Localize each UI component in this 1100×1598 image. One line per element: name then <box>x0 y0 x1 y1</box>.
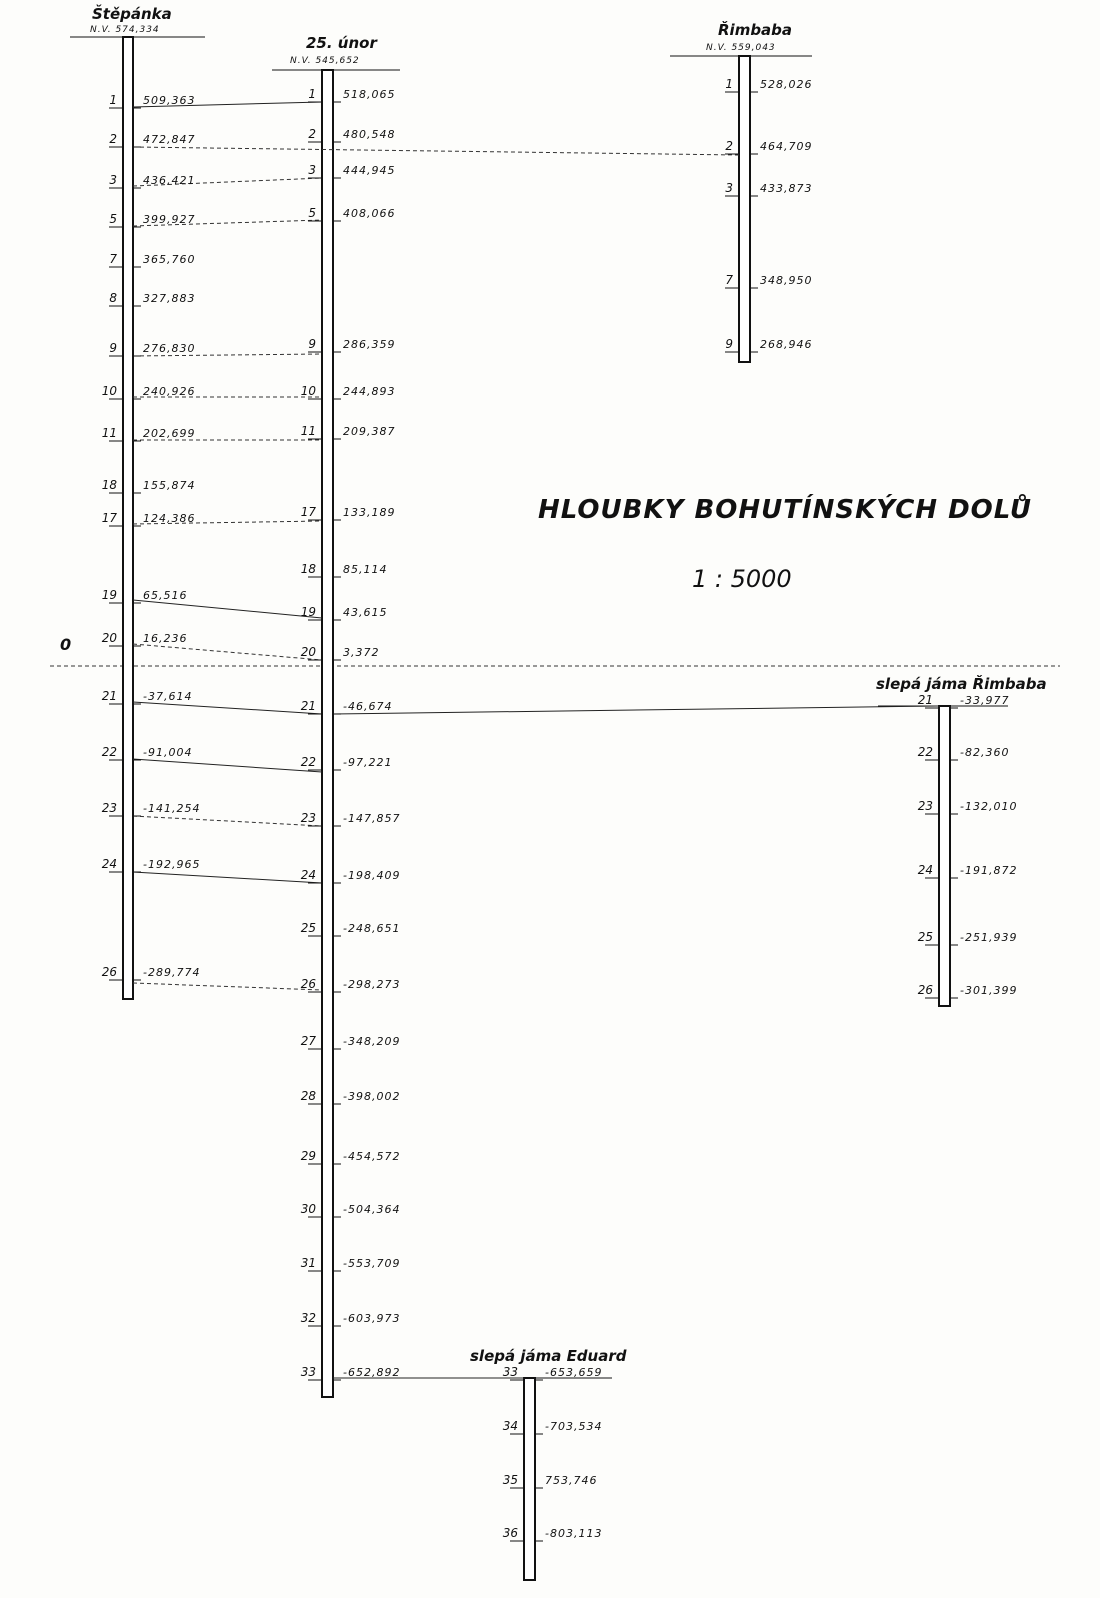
slepa-rimbaba-level-number: 24 <box>917 863 933 877</box>
unor-nv: N.V. 545,652 <box>290 56 360 66</box>
connector-level-19 <box>133 600 322 618</box>
25-unor-level-depth: -398,002 <box>343 1090 401 1103</box>
stepanka-level-depth: -192,965 <box>143 858 201 871</box>
25-unor-level-number: 5 <box>308 206 316 220</box>
stepanka-level-number: 1 <box>109 93 117 107</box>
stepanka-nv: N.V. 574,334 <box>90 25 160 35</box>
25-unor-level-depth: 43,615 <box>343 606 388 619</box>
stepanka-level-number: 19 <box>101 588 117 602</box>
slepa-rimbaba-level-depth: -82,360 <box>960 746 1010 759</box>
rimbaba-level-depth: 433,873 <box>760 182 813 195</box>
stepanka-level-number: 10 <box>101 384 117 398</box>
stepanka-name: Štěpánka <box>92 5 172 23</box>
rimbaba-shaft <box>739 56 750 362</box>
25-unor-level-depth: 444,945 <box>343 164 396 177</box>
stepanka-level-depth: 436,421 <box>143 174 196 187</box>
25-unor-level-depth: 133,189 <box>343 506 396 519</box>
rimbaba-nv: N.V. 559,043 <box>706 43 776 53</box>
level-connectors <box>133 102 939 1378</box>
slepa-eduard-level-depth: 753,746 <box>545 1474 598 1487</box>
stepanka-level-depth: 155,874 <box>143 479 196 492</box>
slepa-rimbaba-level-number: 25 <box>917 930 933 944</box>
slepa-rimbaba-shaft <box>939 706 950 1006</box>
slepa-rimbaba-name: slepá jáma Řimbaba <box>876 675 1047 693</box>
25-unor-level-depth: -652,892 <box>343 1366 401 1379</box>
connector-level-26 <box>133 983 322 990</box>
stepanka-level-depth: 472,847 <box>143 133 196 146</box>
25-unor-level-depth: -553,709 <box>343 1257 401 1270</box>
25-unor-level-depth: -97,221 <box>343 756 393 769</box>
slepa-rimbaba-level-depth: -251,939 <box>960 931 1018 944</box>
stepanka-level-depth: -37,614 <box>143 690 193 703</box>
rimbaba-level-depth: 268,946 <box>760 338 813 351</box>
slepa-rimbaba-level-number: 21 <box>917 693 933 707</box>
stepanka-level-number: 20 <box>101 631 117 645</box>
25-unor-level-depth: 244,893 <box>343 385 396 398</box>
25-unor-level-depth: -147,857 <box>343 812 401 825</box>
stepanka-level-number: 9 <box>109 341 117 355</box>
25-unor-level-number: 2 <box>308 127 316 141</box>
stepanka-level-depth: 276,830 <box>143 342 196 355</box>
25-unor-level-depth: -504,364 <box>343 1203 401 1216</box>
slepa-rimbaba-level-depth: -301,399 <box>960 984 1018 997</box>
stepanka-level-number: 17 <box>101 511 117 525</box>
slepa-eduard-level-number: 35 <box>502 1473 518 1487</box>
stepanka-level-depth: 124,386 <box>143 512 196 525</box>
rimbaba-level-number: 1 <box>725 77 733 91</box>
connector-level-2 <box>133 147 739 155</box>
connector-level-20 <box>133 644 322 660</box>
25-unor-level-depth: -454,572 <box>343 1150 401 1163</box>
slepa-eduard-level-depth: -803,113 <box>545 1527 603 1540</box>
stepanka-shaft <box>123 37 133 999</box>
25-unor-level-number: 11 <box>300 424 316 438</box>
rimbaba-level-depth: 464,709 <box>760 140 813 153</box>
25-unor-level-number: 3 <box>308 163 316 177</box>
25-unor-level-number: 19 <box>300 605 316 619</box>
stepanka-level-number: 22 <box>101 745 117 759</box>
25-unor-level-number: 32 <box>300 1311 316 1325</box>
slepa-eduard-level-number: 34 <box>502 1419 518 1433</box>
25-unor-level-number: 9 <box>308 337 316 351</box>
25-unor-level-number: 27 <box>300 1034 316 1048</box>
25-unor-level-number: 30 <box>300 1202 316 1216</box>
25-unor-level-number: 20 <box>300 645 316 659</box>
unor-shaft <box>322 70 333 1397</box>
stepanka-level-depth: 399,927 <box>143 213 196 226</box>
stepanka-level-number: 5 <box>109 212 117 226</box>
25-unor-level-depth: 518,065 <box>343 88 396 101</box>
stepanka-level-depth: -289,774 <box>143 966 201 979</box>
level-labels <box>102 77 1018 1541</box>
rimbaba-level-number: 3 <box>725 181 733 195</box>
25-unor-level-depth: -248,651 <box>343 922 401 935</box>
25-unor-level-number: 1 <box>308 87 316 101</box>
diagram-scale: 1 : 5000 <box>692 565 792 593</box>
connector-level-21-left <box>133 702 322 714</box>
stepanka-level-number: 21 <box>101 689 117 703</box>
slepa-rimbaba-level-depth: -132,010 <box>960 800 1018 813</box>
zero-label: 0 <box>60 635 72 654</box>
rimbaba-level-depth: 348,950 <box>760 274 813 287</box>
connector-level-24 <box>133 872 322 883</box>
25-unor-level-depth: -298,273 <box>343 978 401 991</box>
25-unor-level-depth: -198,409 <box>343 869 401 882</box>
25-unor-level-depth: -348,209 <box>343 1035 401 1048</box>
slepa-eduard-level-depth: -703,534 <box>545 1420 603 1433</box>
stepanka-level-number: 24 <box>101 857 117 871</box>
stepanka-level-number: 8 <box>109 291 117 305</box>
25-unor-level-number: 26 <box>300 977 316 991</box>
slepa-eduard-level-number: 36 <box>502 1526 518 1540</box>
slepa-rimbaba-level-number: 23 <box>917 799 933 813</box>
stepanka-level-number: 11 <box>101 426 117 440</box>
stepanka-level-number: 26 <box>101 965 117 979</box>
stepanka-level-number: 18 <box>101 478 117 492</box>
rimbaba-level-number: 9 <box>725 337 733 351</box>
stepanka-level-depth: 16,236 <box>143 632 188 645</box>
25-unor-level-number: 17 <box>300 505 316 519</box>
25-unor-level-number: 33 <box>300 1365 316 1379</box>
25-unor-level-depth: 85,114 <box>343 563 388 576</box>
rimbaba-name: Řimbaba <box>718 21 793 39</box>
stepanka-level-number: 3 <box>109 173 117 187</box>
25-unor-level-depth: 408,066 <box>343 207 396 220</box>
unor-name: 25. únor <box>306 34 377 52</box>
25-unor-level-number: 23 <box>300 811 316 825</box>
25-unor-level-number: 28 <box>300 1089 316 1103</box>
stepanka-level-depth: 365,760 <box>143 253 196 266</box>
slepa-eduard-level-number: 33 <box>502 1365 518 1379</box>
25-unor-level-depth: -603,973 <box>343 1312 401 1325</box>
stepanka-level-number: 7 <box>109 252 117 266</box>
stepanka-level-depth: 240,926 <box>143 385 196 398</box>
slepa-rimbaba-level-number: 26 <box>917 983 933 997</box>
25-unor-level-number: 10 <box>300 384 316 398</box>
25-unor-level-depth: 3,372 <box>343 646 380 659</box>
25-unor-level-number: 31 <box>300 1256 316 1270</box>
connector-level-21-right <box>333 706 939 714</box>
25-unor-level-depth: 286,359 <box>343 338 396 351</box>
stepanka-level-depth: 202,699 <box>143 427 196 440</box>
slepa-rimbaba-level-depth: -191,872 <box>960 864 1018 877</box>
25-unor-level-depth: -46,674 <box>343 700 393 713</box>
stepanka-level-depth: 509,363 <box>143 94 196 107</box>
slepa-rimbaba-level-depth: -33,977 <box>960 694 1010 707</box>
rimbaba-level-number: 2 <box>725 139 733 153</box>
diagram-title: HLOUBKY BOHUTÍNSKÝCH DOLŮ <box>538 495 1033 525</box>
25-unor-level-depth: 480,548 <box>343 128 396 141</box>
connector-level-22 <box>133 759 322 772</box>
rimbaba-level-number: 7 <box>725 273 733 287</box>
slepa-rimbaba-level-number: 22 <box>917 745 933 759</box>
stepanka-level-depth: -141,254 <box>143 802 201 815</box>
25-unor-level-number: 25 <box>300 921 316 935</box>
25-unor-level-number: 29 <box>300 1149 316 1163</box>
stepanka-level-depth: 327,883 <box>143 292 196 305</box>
connector-level-23 <box>133 816 322 826</box>
25-unor-level-number: 24 <box>300 868 316 882</box>
stepanka-level-depth: -91,004 <box>143 746 193 759</box>
25-unor-level-number: 18 <box>300 562 316 576</box>
25-unor-level-depth: 209,387 <box>343 425 396 438</box>
25-unor-level-number: 22 <box>300 755 316 769</box>
slepa-eduard-level-depth: -653,659 <box>545 1366 603 1379</box>
rimbaba-level-depth: 528,026 <box>760 78 813 91</box>
slepa-eduard-shaft <box>524 1378 535 1580</box>
slepa-eduard-name: slepá jáma Eduard <box>470 1347 627 1365</box>
25-unor-level-number: 21 <box>300 699 316 713</box>
stepanka-level-depth: 65,516 <box>143 589 188 602</box>
stepanka-level-number: 2 <box>109 132 117 146</box>
stepanka-level-number: 23 <box>101 801 117 815</box>
